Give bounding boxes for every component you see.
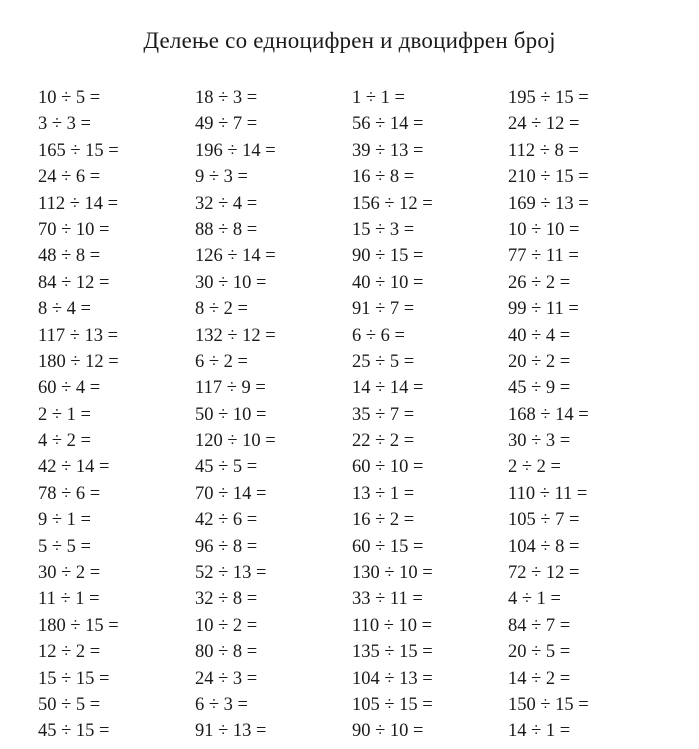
division-problem: 117 ÷ 13 =	[38, 325, 119, 346]
division-problem: 104 ÷ 13 =	[352, 668, 433, 689]
division-problem: 3 ÷ 3 =	[38, 114, 91, 135]
division-problem: 120 ÷ 10 =	[195, 431, 276, 452]
division-problem: 40 ÷ 4 =	[508, 325, 571, 346]
division-problem: 210 ÷ 15 =	[508, 167, 589, 188]
division-problem: 88 ÷ 8 =	[195, 219, 258, 240]
division-problem: 10 ÷ 10 =	[508, 219, 580, 240]
division-problem: 90 ÷ 15 =	[352, 246, 424, 267]
division-problem: 10 ÷ 2 =	[195, 615, 258, 636]
division-problem: 2 ÷ 2 =	[508, 457, 561, 478]
division-problem: 6 ÷ 6 =	[352, 325, 405, 346]
division-problem: 96 ÷ 8 =	[195, 536, 258, 557]
division-problem: 22 ÷ 2 =	[352, 431, 415, 452]
division-problem: 84 ÷ 7 =	[508, 615, 571, 636]
division-problem: 50 ÷ 5 =	[38, 694, 101, 715]
division-problem: 12 ÷ 2 =	[38, 642, 101, 663]
division-problem: 48 ÷ 8 =	[38, 246, 101, 267]
division-problem: 6 ÷ 3 =	[195, 694, 248, 715]
division-problem: 99 ÷ 11 =	[508, 299, 579, 320]
division-problem: 77 ÷ 11 =	[508, 246, 579, 267]
division-problem: 49 ÷ 7 =	[195, 114, 258, 135]
division-problem: 195 ÷ 15 =	[508, 88, 589, 108]
division-problem: 150 ÷ 15 =	[508, 694, 589, 715]
division-problem: 180 ÷ 15 =	[38, 615, 119, 636]
division-problem: 50 ÷ 10 =	[195, 404, 267, 425]
division-problem: 52 ÷ 13 =	[195, 563, 267, 584]
problem-column-2	[195, 86, 276, 746]
division-problem: 30 ÷ 10 =	[195, 272, 267, 293]
division-problem: 4 ÷ 2 =	[38, 431, 91, 452]
division-problem: 35 ÷ 7 =	[352, 404, 415, 425]
division-problem: 117 ÷ 9 =	[195, 378, 266, 399]
division-problem: 13 ÷ 1 =	[352, 483, 415, 504]
division-problem: 60 ÷ 4 =	[38, 378, 101, 399]
division-problem: 9 ÷ 3 =	[195, 167, 248, 188]
division-problem: 78 ÷ 6 =	[38, 483, 101, 504]
division-problem: 16 ÷ 8 =	[352, 167, 415, 188]
division-problem: 196 ÷ 14 =	[195, 140, 276, 161]
division-problem: 126 ÷ 14 =	[195, 246, 276, 267]
division-problem: 45 ÷ 15 =	[38, 721, 110, 742]
division-problem: 10 ÷ 5 =	[38, 88, 101, 108]
division-problem: 8 ÷ 2 =	[195, 299, 248, 320]
division-problem: 20 ÷ 5 =	[508, 642, 571, 663]
division-problem: 1 ÷ 1 =	[352, 88, 405, 108]
division-problem: 26 ÷ 2 =	[508, 272, 571, 293]
division-problem: 104 ÷ 8 =	[508, 536, 580, 557]
division-problem: 42 ÷ 6 =	[195, 510, 258, 531]
division-problem: 56 ÷ 14 =	[352, 114, 424, 135]
problem-column-1	[38, 86, 119, 746]
division-problem: 15 ÷ 3 =	[352, 219, 415, 240]
division-problem: 9 ÷ 1 =	[38, 510, 91, 531]
division-problem: 112 ÷ 14 =	[38, 193, 119, 214]
division-problem: 90 ÷ 10 =	[352, 721, 424, 742]
division-problem: 11 ÷ 1 =	[38, 589, 100, 610]
division-problem: 112 ÷ 8 =	[508, 140, 579, 161]
division-problem: 18 ÷ 3 =	[195, 88, 258, 108]
division-problem: 6 ÷ 2 =	[195, 351, 248, 372]
problem-column-3	[352, 86, 433, 746]
division-problem: 45 ÷ 5 =	[195, 457, 258, 478]
division-problem: 105 ÷ 15 =	[352, 694, 433, 715]
division-problem: 14 ÷ 2 =	[508, 668, 571, 689]
division-problem: 165 ÷ 15 =	[38, 140, 119, 161]
division-problem: 24 ÷ 6 =	[38, 167, 101, 188]
division-problem: 40 ÷ 10 =	[352, 272, 424, 293]
division-problem: 24 ÷ 12 =	[508, 114, 580, 135]
division-problem: 70 ÷ 14 =	[195, 483, 267, 504]
division-problem: 4 ÷ 1 =	[508, 589, 561, 610]
division-problem: 14 ÷ 1 =	[508, 721, 571, 742]
division-problem: 14 ÷ 14 =	[352, 378, 424, 399]
division-problem: 168 ÷ 14 =	[508, 404, 589, 425]
division-problem: 130 ÷ 10 =	[352, 563, 433, 584]
division-problem: 60 ÷ 15 =	[352, 536, 424, 557]
division-problem: 70 ÷ 10 =	[38, 219, 110, 240]
division-problem: 42 ÷ 14 =	[38, 457, 110, 478]
division-problem: 25 ÷ 5 =	[352, 351, 415, 372]
division-problem: 30 ÷ 2 =	[38, 563, 101, 584]
division-problem: 135 ÷ 15 =	[352, 642, 433, 663]
division-problem: 5 ÷ 5 =	[38, 536, 91, 557]
division-problem: 110 ÷ 11 =	[508, 483, 588, 504]
division-problem: 39 ÷ 13 =	[352, 140, 424, 161]
division-problem: 156 ÷ 12 =	[352, 193, 433, 214]
division-problem: 32 ÷ 4 =	[195, 193, 258, 214]
division-problem: 15 ÷ 15 =	[38, 668, 110, 689]
division-problem: 84 ÷ 12 =	[38, 272, 110, 293]
division-problem: 8 ÷ 4 =	[38, 299, 91, 320]
division-problem: 132 ÷ 12 =	[195, 325, 276, 346]
division-problem: 91 ÷ 13 =	[195, 721, 267, 742]
division-problem: 110 ÷ 10 =	[352, 615, 433, 636]
division-problem: 33 ÷ 11 =	[352, 589, 423, 610]
division-problem: 20 ÷ 2 =	[508, 351, 571, 372]
division-problem: 80 ÷ 8 =	[195, 642, 258, 663]
page-title: Делење со едноцифрен и двоцифрен број	[143, 28, 556, 53]
division-problem: 60 ÷ 10 =	[352, 457, 424, 478]
division-problem: 180 ÷ 12 =	[38, 351, 119, 372]
division-problem: 45 ÷ 9 =	[508, 378, 571, 399]
division-problem: 91 ÷ 7 =	[352, 299, 415, 320]
problem-column-4	[508, 86, 589, 746]
division-problem: 16 ÷ 2 =	[352, 510, 415, 531]
division-problem: 24 ÷ 3 =	[195, 668, 258, 689]
division-problem: 105 ÷ 7 =	[508, 510, 580, 531]
division-problem: 169 ÷ 13 =	[508, 193, 589, 214]
division-problem: 2 ÷ 1 =	[38, 404, 91, 425]
division-problem: 30 ÷ 3 =	[508, 431, 571, 452]
division-problem: 72 ÷ 12 =	[508, 563, 580, 584]
division-problem: 32 ÷ 8 =	[195, 589, 258, 610]
